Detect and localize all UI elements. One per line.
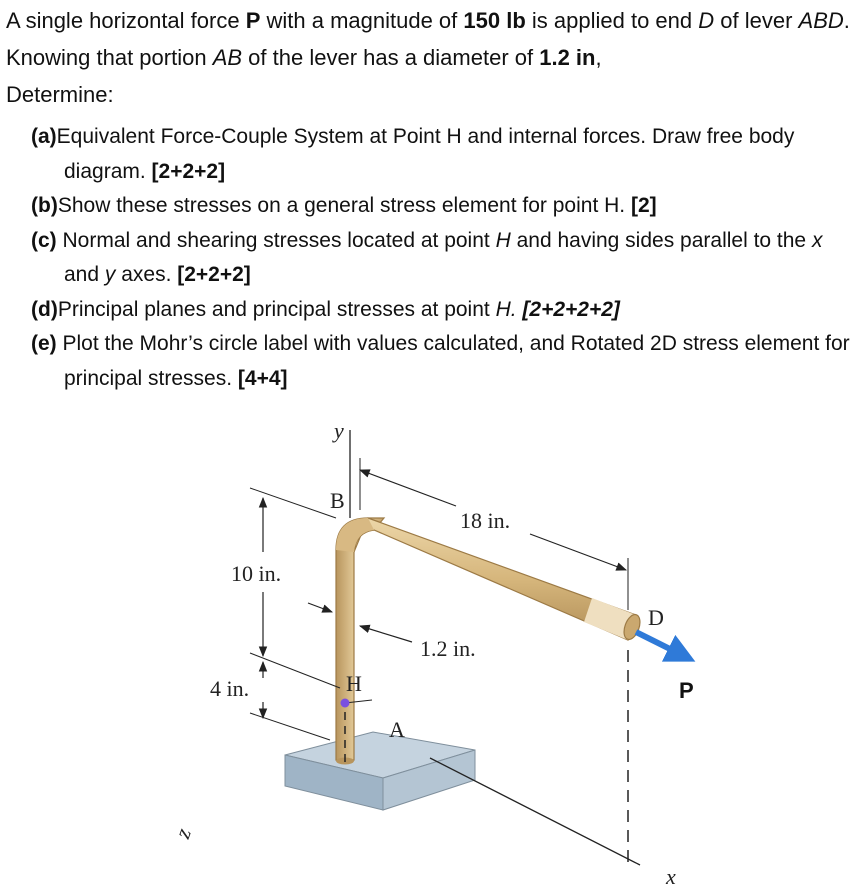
part-c-marks: [2+2+2] <box>177 263 251 286</box>
part-e-label: (e) <box>31 332 57 355</box>
force-magnitude: 150 lb <box>463 8 526 33</box>
z-axis-label: z <box>169 824 196 842</box>
diameter-value: 1.2 in <box>539 45 596 70</box>
determine-label: Determine: <box>6 82 114 107</box>
lever-diagram <box>0 400 860 896</box>
portion-symbol: AB <box>212 45 243 70</box>
y-axis-label: y <box>334 418 344 443</box>
part-e-text: Plot the Mohr’s circle label with values calculated, and Rotated 2D stress element for principal stresses. <box>56 332 850 390</box>
point-h-label: H <box>346 671 362 696</box>
part-d <box>31 293 853 328</box>
dim-4-ext-bottom <box>250 713 330 740</box>
part-e <box>31 327 853 396</box>
part-a-label: (a) <box>31 125 57 148</box>
part-b-label: (b) <box>31 194 58 217</box>
part-b-marks: [2] <box>630 194 657 217</box>
part-c-text-1: Normal and shearing stresses located at point <box>56 228 496 252</box>
part-d-point: H. <box>495 297 517 321</box>
part-b-text: Show these stresses on a general stress element for point H. <box>57 194 631 217</box>
lever-vertical <box>336 518 384 760</box>
point-a-label: A <box>389 717 405 742</box>
end-point-symbol: D <box>698 8 715 33</box>
dim-18-label: 18 in. <box>460 508 511 533</box>
dia-label: 1.2 in. <box>420 636 476 661</box>
part-a-marks: [2+2+2] <box>151 159 226 183</box>
intro-text-2: with a magnitude of <box>260 8 464 33</box>
part-c-text-4: axes. <box>115 263 178 286</box>
dim-4-label: 4 in. <box>210 676 250 701</box>
part-a-text: Equivalent Force-Couple System at Point H and internal forces. Draw free body diagram. <box>56 125 795 183</box>
point-h-marker <box>341 699 350 708</box>
dia-arrow-right <box>360 626 412 642</box>
intro-text-7: , <box>595 45 602 70</box>
force-p-label: P <box>679 678 694 703</box>
part-c-x: x <box>811 228 823 252</box>
base-block <box>285 732 475 810</box>
part-c-point: H <box>495 228 511 252</box>
x-axis-line <box>430 758 640 865</box>
part-d-label: (d) <box>31 297 58 321</box>
point-d-label: D <box>648 605 664 630</box>
problem-parts <box>31 120 853 396</box>
force-p-arrow <box>636 632 690 659</box>
part-c-y: y <box>104 263 116 286</box>
part-d-marks: [2+2+2+2] <box>516 297 620 321</box>
part-c-label: (c) <box>31 228 57 252</box>
lever-symbol: ABD <box>798 8 844 33</box>
problem-intro <box>6 2 854 113</box>
part-c-text-3: and <box>64 263 105 286</box>
force-symbol: P <box>245 8 261 33</box>
part-c-text-2: and having sides parallel to the <box>510 228 812 252</box>
dim-18-line-right <box>530 534 626 570</box>
intro-text-5: . Knowing that portion <box>6 8 850 70</box>
part-c <box>31 224 853 293</box>
intro-text-3: is applied to end <box>525 8 699 33</box>
intro-text-4: of lever <box>714 8 799 33</box>
intro-text-6: of the lever has a diameter of <box>242 45 540 70</box>
dim-10-label: 10 in. <box>231 561 282 586</box>
dia-arrow-left <box>308 603 332 612</box>
intro-text-1: A single horizontal force <box>6 8 246 33</box>
dim-18-line-left <box>360 470 456 506</box>
part-d-text: Principal planes and principal stresses at point <box>57 297 496 321</box>
point-b-label: B <box>330 488 345 513</box>
part-b <box>31 189 853 224</box>
x-axis-label: x <box>666 864 676 889</box>
part-e-marks: [4+4] <box>237 366 288 390</box>
part-a <box>31 120 853 189</box>
